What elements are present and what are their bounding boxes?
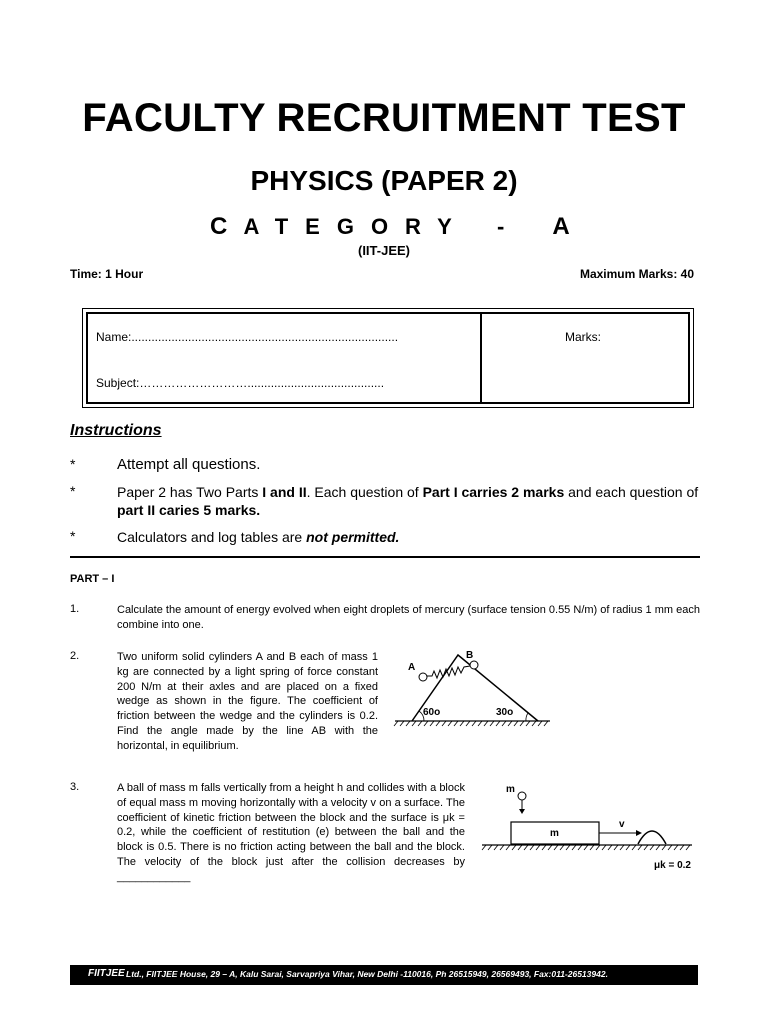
angle-label-left: 60o (423, 707, 441, 718)
name-field[interactable]: Name:................................................................................ (96, 330, 399, 344)
surface-hatch (482, 845, 690, 850)
bullet-3: * (70, 528, 76, 544)
bullet-1: * (70, 456, 76, 472)
fiitjee-logo: FIITJEE (88, 968, 125, 979)
instruction-2: Paper 2 has Two Parts I and II. Each question of Part I carries 2 marks and each question of part II caries 5 marks. (117, 484, 699, 518)
instruction-1: Attempt all questions. (117, 456, 261, 473)
label-friction: μk = 0.2 (654, 860, 691, 871)
max-marks-label: Maximum Marks: 40 (579, 267, 694, 281)
candidate-info-box (82, 308, 694, 408)
page-title: FACULTY RECRUITMENT TEST (82, 96, 686, 140)
category-first-letter: C (210, 213, 228, 240)
ground-hatch (394, 721, 548, 726)
exam-label: (IIT-JEE) (357, 243, 410, 258)
cylinder-b (470, 661, 478, 669)
wedge-figure (390, 640, 565, 730)
time-label: Time: 1 Hour (70, 267, 144, 281)
block-figure (478, 778, 700, 878)
category-word: ATEGORY (243, 214, 469, 239)
candidate-info-inner (86, 312, 690, 404)
question-2-text: Two uniform solid cylinders A and B each of mass 1 kg are connected by a light spring of force constant 200 N/m at their axles and are placed on a fixed wedge as shown in the figure. The coefficient of friction between the wedge and the cylinders is 0.2. Find the angle made by the line AB with the horizontal, in equilibrium. (117, 651, 378, 752)
question-3-number: 3. (70, 781, 80, 793)
question-1-number: 1. (70, 603, 80, 615)
ball-trajectory (638, 831, 666, 844)
label-a: A (408, 662, 416, 673)
label-b: B (466, 650, 474, 661)
label-ball-mass: m (506, 784, 515, 795)
subject-field[interactable]: Subject:………………………......................................... (96, 376, 385, 390)
category-letter: A (552, 213, 570, 240)
angle-label-right: 30o (496, 707, 514, 718)
instructions-heading: Instructions (70, 422, 162, 439)
footer-address: Ltd., FIITJEE House, 29 – A, Kalu Sarai, Sarvapriya Vihar, New Delhi -110016, Ph 26515949, 26569493, Fax:011-26513942. (126, 969, 608, 979)
box-divider (480, 314, 482, 402)
cylinder-a (419, 673, 427, 681)
question-1-text: Calculate the amount of energy evolved when eight droplets of mercury (surface tension 0.55 N/m) of radius 1 mm each combine into one. (117, 604, 700, 631)
instruction-3: Calculators and log tables are not permitted. (117, 529, 400, 545)
section-divider (70, 556, 700, 558)
question-2-number: 2. (70, 650, 80, 662)
ball (518, 792, 526, 800)
part-heading: PART – I (70, 573, 115, 585)
question-3-text: A ball of mass m falls vertically from a height h and collides with a block of equal mass m moving horizontally with a velocity v on a surface. The coefficient of kinetic friction between the block and the surface is μk = 0.2, while the coefficient of restitution (e) between the ball and the block is 0.5. There is no friction acting between the ball and the block. The velocity of the block just after the collision decreases by ____________ (117, 782, 465, 883)
footer-bar (70, 965, 698, 985)
category-dash: - (496, 214, 505, 239)
bullet-2: * (70, 483, 76, 499)
label-block-mass: m (550, 828, 559, 839)
page-subtitle: PHYSICS (PAPER 2) (250, 165, 518, 196)
label-velocity: v (619, 819, 625, 830)
ball-arrow-head (519, 809, 525, 814)
marks-field[interactable]: Marks: (565, 330, 601, 344)
angle-arc-right (526, 713, 528, 721)
velocity-arrow-head (636, 830, 642, 836)
category-heading (210, 213, 570, 241)
